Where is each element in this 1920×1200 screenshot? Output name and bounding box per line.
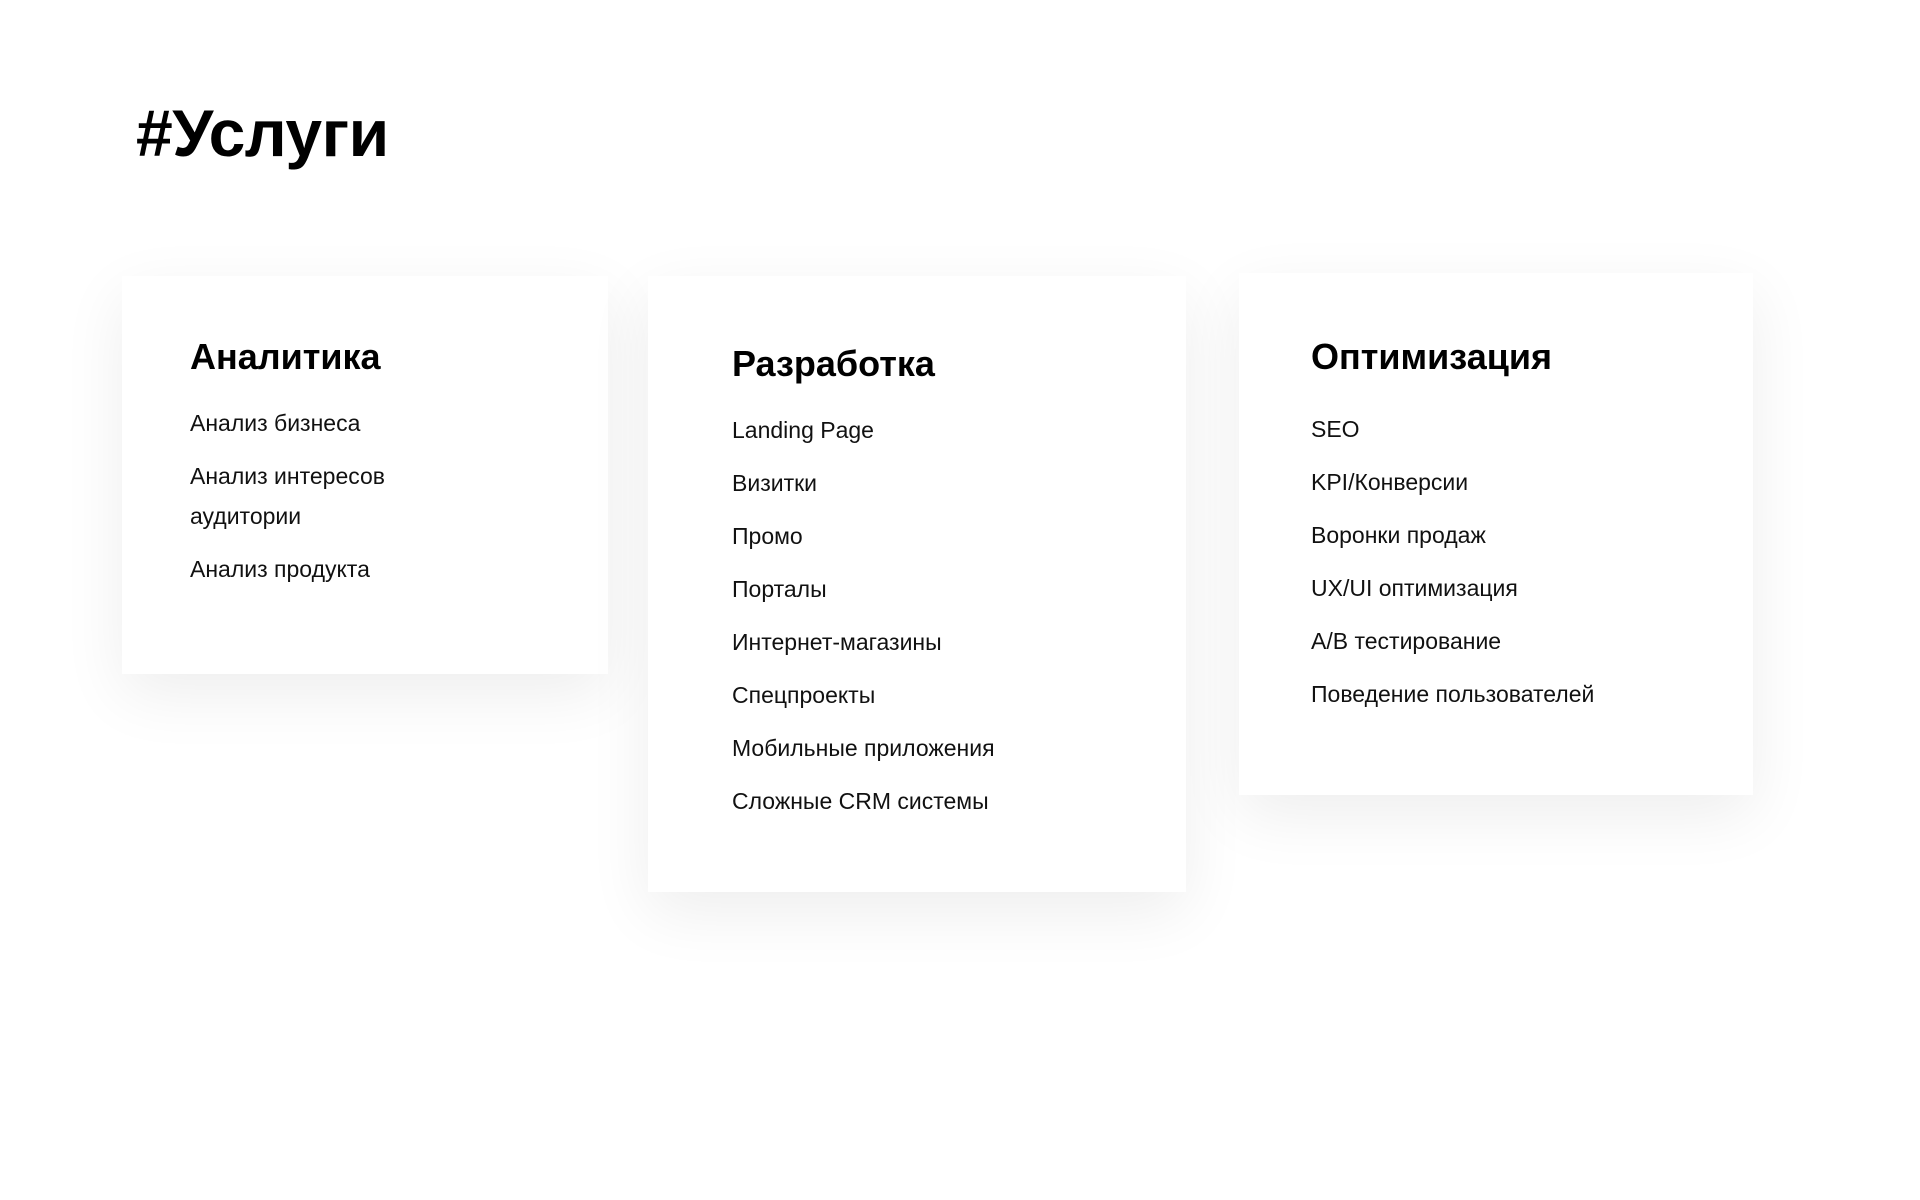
list-item[interactable]: Сложные CRM системы [732, 788, 989, 814]
list-item[interactable]: SEO [1311, 416, 1360, 442]
analytics-list [190, 403, 460, 589]
card-title-analytics: Аналитика [190, 336, 381, 377]
list-item[interactable]: Визитки [732, 470, 818, 496]
list-item[interactable]: Интернет-магазины [732, 629, 942, 655]
card-title-development: Разработка [732, 343, 935, 384]
list-item[interactable]: Landing Page [732, 417, 874, 443]
list-item[interactable]: Промо [732, 523, 803, 549]
card-development [648, 276, 1186, 892]
list-item[interactable]: KPI/Конверсии [1311, 469, 1469, 495]
card-title-optimization: Оптимизация [1311, 336, 1552, 377]
list-item[interactable]: A/B тестирование [1311, 628, 1502, 654]
list-item[interactable]: Анализ интересов аудитории [190, 463, 386, 529]
list-item[interactable]: Спецпроекты [732, 682, 876, 708]
list-item[interactable]: Воронки продаж [1311, 522, 1486, 548]
list-item[interactable]: Поведение пользователей [1311, 681, 1595, 707]
card-analytics [122, 276, 608, 674]
list-item[interactable]: UX/UI оптимизация [1311, 575, 1518, 601]
page-title: #Услуги [136, 96, 389, 170]
list-item[interactable]: Мобильные приложения [732, 735, 995, 761]
list-item[interactable]: Анализ бизнеса [190, 410, 361, 436]
list-item[interactable]: Анализ продукта [190, 556, 370, 582]
card-optimization [1239, 273, 1753, 795]
optimization-list [1311, 409, 1713, 714]
development-list [732, 410, 1146, 821]
list-item[interactable]: Порталы [732, 576, 827, 602]
